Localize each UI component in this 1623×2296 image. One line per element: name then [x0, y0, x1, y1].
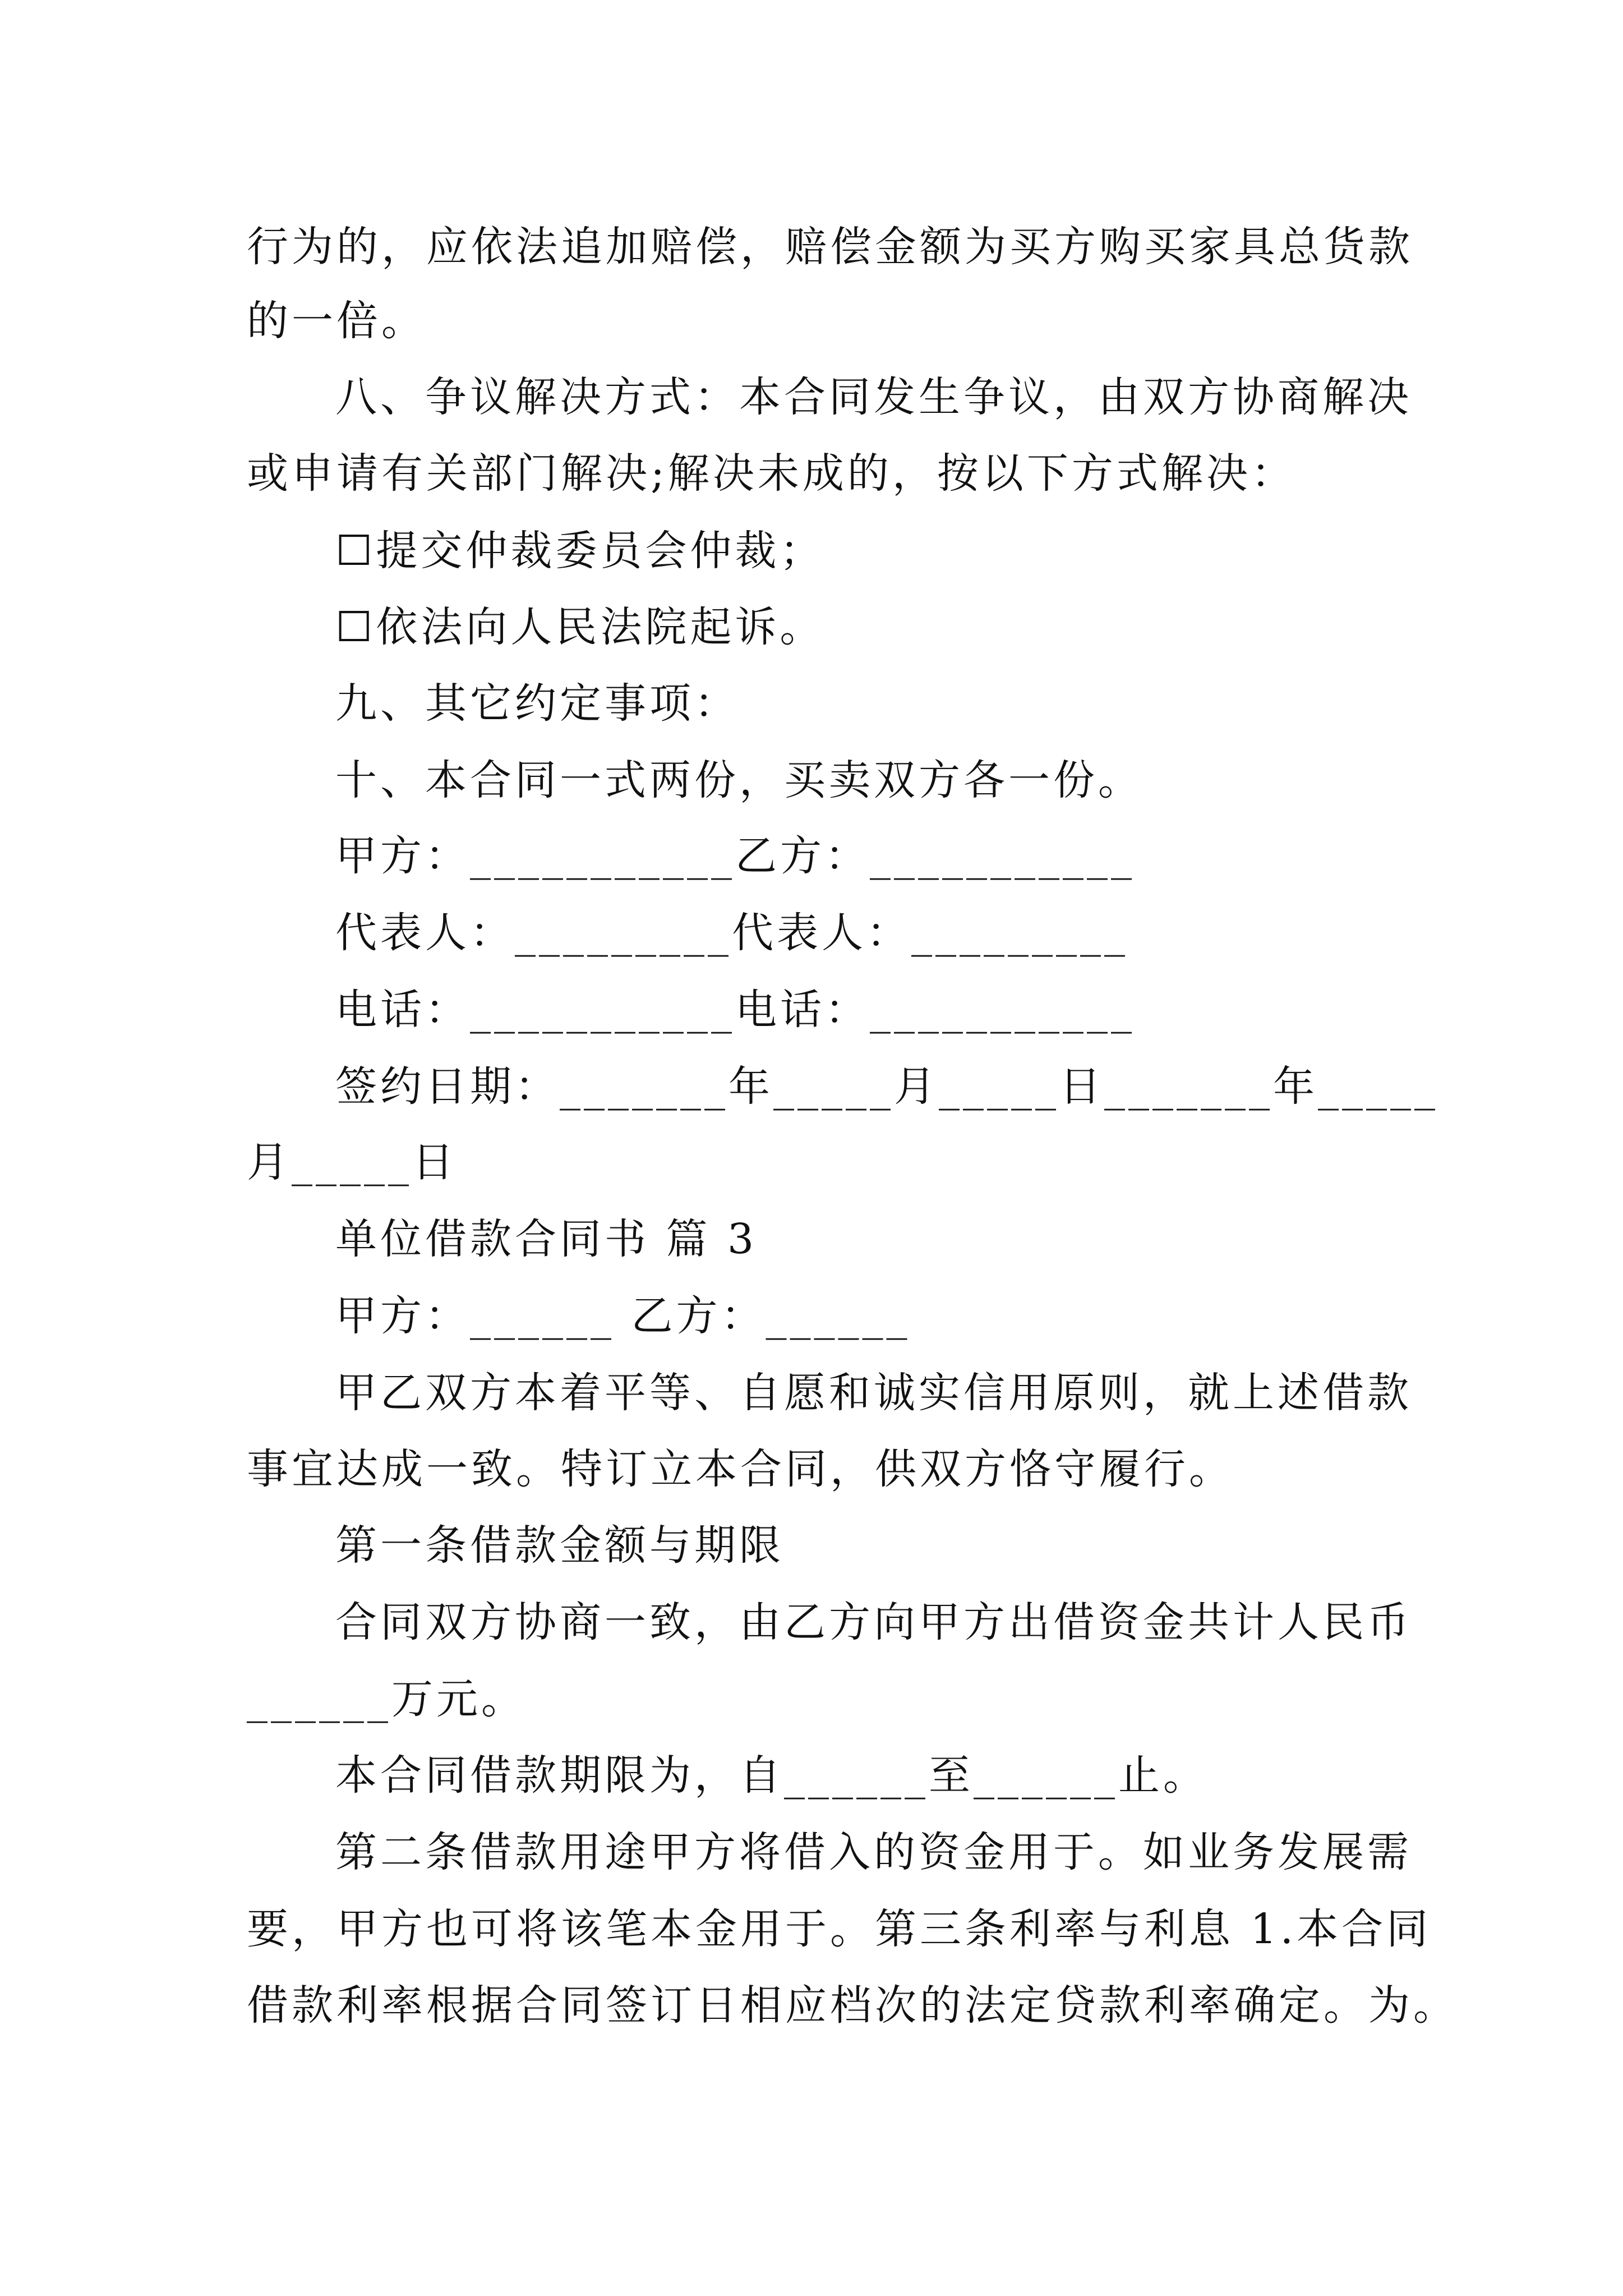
- party-line: 甲方：___________乙方：___________: [335, 832, 1135, 880]
- signing-date-line-cont: 月_____日: [247, 1138, 457, 1186]
- text-line: 的一倍。: [247, 297, 426, 345]
- phone-line: 电话：___________电话：___________: [335, 986, 1135, 1034]
- representative-line: 代表人：_________代表人：_________: [335, 909, 1128, 957]
- text-line: 借款利率根据合同签订日相应档次的法定贷款利率确定。为。: [247, 1981, 1458, 2030]
- text-line: 事宜达成一致。特订立本合同，供双方恪守履行。: [247, 1445, 1234, 1493]
- checkbox-option-court: ☐依法向人民法院起诉。: [335, 603, 825, 651]
- clause-title: 第一条借款金额与期限: [335, 1521, 784, 1570]
- text-line: 或申请有关部门解决;解决未成的，按以下方式解决：: [247, 449, 1296, 498]
- text-line: 第二条借款用途甲方将借入的资金用于。如业务发展需: [335, 1828, 1412, 1876]
- text-line: 八、争议解决方式：本合同发生争议，由双方协商解决: [335, 373, 1412, 421]
- checkbox-option-arbitration: ☐提交仲裁委员会仲裁；: [335, 527, 825, 575]
- text-line: 十、本合同一式两份，买卖双方各一份。: [335, 756, 1143, 804]
- signing-date-line: 签约日期：_______年_____月_____日_______年_____: [335, 1062, 1438, 1111]
- text-line: ______万元。: [247, 1675, 526, 1723]
- text-line: 九、其它约定事项：: [335, 679, 739, 728]
- text-line: 甲乙双方本着平等、自愿和诚实信用原则，就上述借款: [335, 1369, 1412, 1417]
- section-title: 单位借款合同书 篇 3: [335, 1215, 758, 1263]
- party-line: 甲方：______ 乙方：______: [335, 1292, 911, 1340]
- text-line: 行为的，应依法追加赔偿，赔偿金额为买方购买家具总货款: [247, 223, 1413, 271]
- text-line: 要，甲方也可将该笔本金用于。第三条利率与利息 1.本合同: [247, 1905, 1432, 1953]
- text-line: 合同双方协商一致，由乙方向甲方出借资金共计人民币: [335, 1598, 1412, 1646]
- text-line: 本合同借款期限为，自______至______止。: [335, 1751, 1208, 1800]
